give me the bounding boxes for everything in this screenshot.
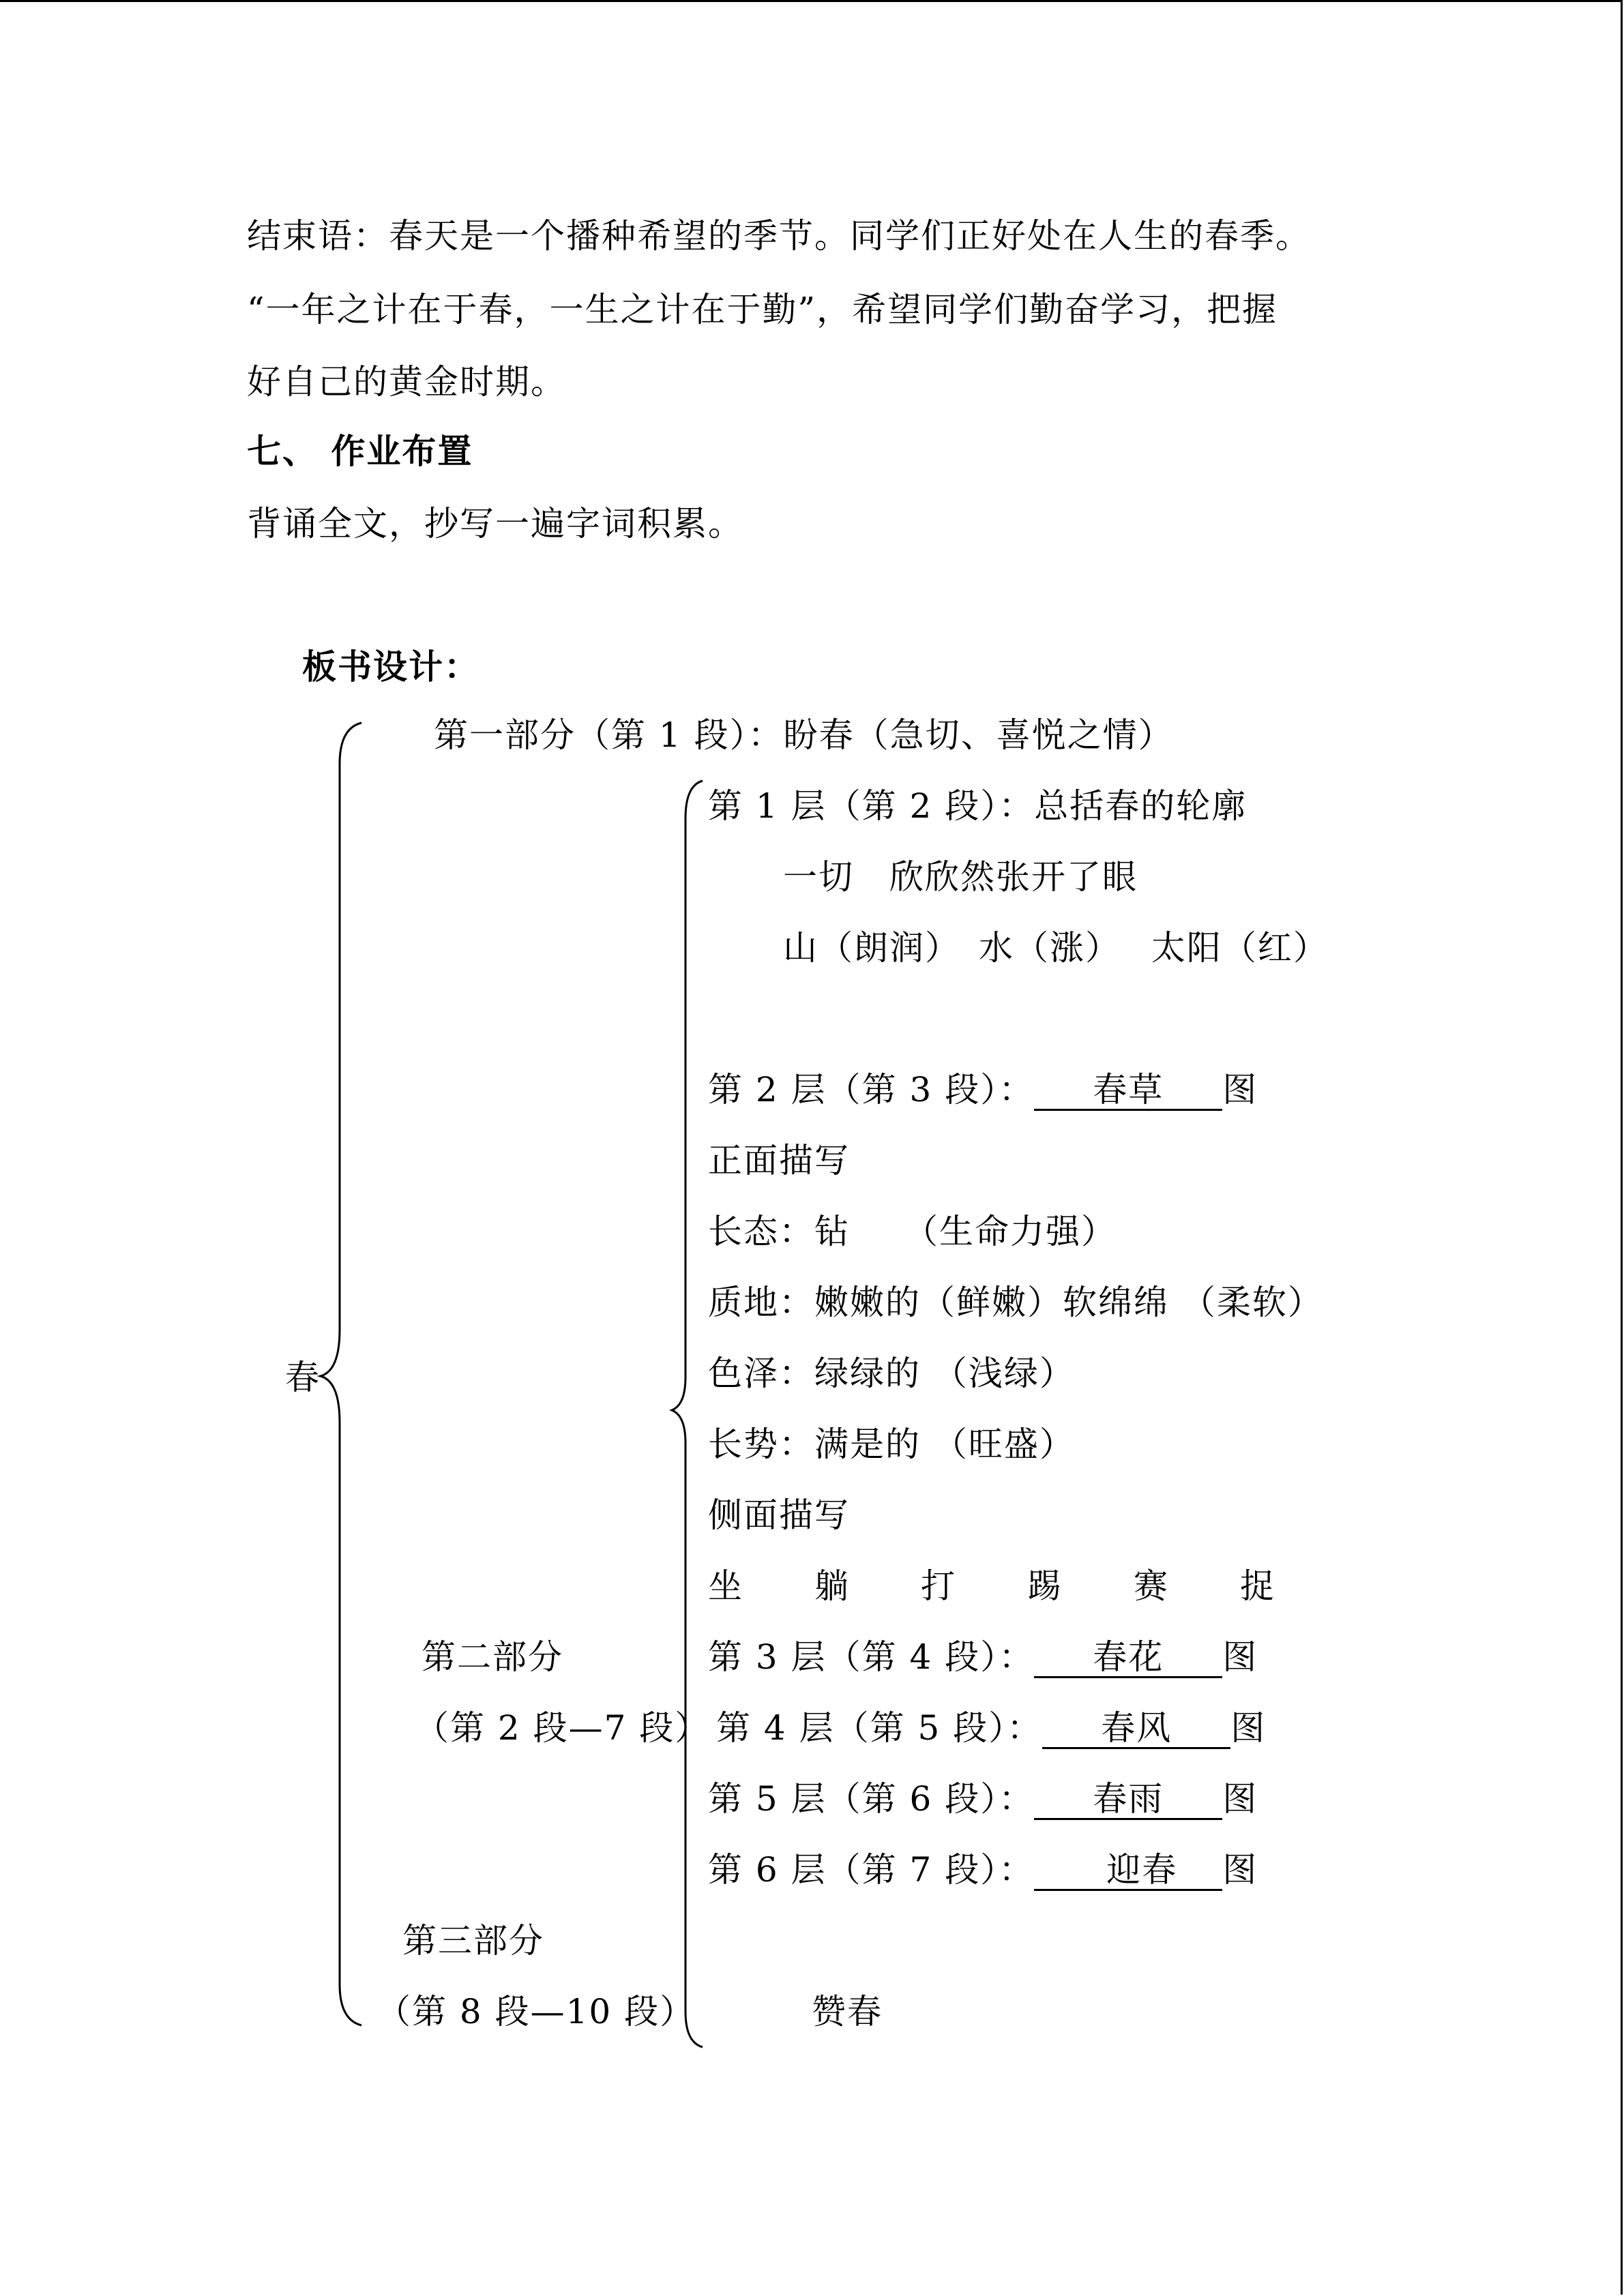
layer4-blank: 春风 bbox=[1042, 1709, 1230, 1749]
texture: 质地：嫩嫩的（鲜嫩）软绵绵 （柔软） bbox=[708, 1283, 1323, 1322]
layer2-prefix: 第 2 层（第 3 段）： bbox=[708, 1070, 1035, 1109]
picture-label: 图 bbox=[1222, 1637, 1258, 1677]
layer3-blank: 春花 bbox=[1034, 1638, 1222, 1678]
picture-label: 图 bbox=[1222, 1779, 1258, 1819]
layer5-blank: 春雨 bbox=[1034, 1780, 1222, 1820]
conclusion-line-2: “一年之计在于春，一生之计在于勤”，希望同学们勤奋学习，把握 bbox=[247, 290, 1278, 329]
layer5-prefix: 第 5 层（第 6 段）： bbox=[708, 1779, 1035, 1819]
layer2-blank: 春草 bbox=[1034, 1071, 1222, 1111]
layer6-prefix: 第 6 层（第 7 段）： bbox=[708, 1850, 1035, 1890]
part3-range: （第 8 段—10 段） bbox=[377, 1992, 696, 2031]
main-brace bbox=[321, 723, 361, 2025]
part3-content: 赞春 bbox=[812, 1992, 883, 2031]
layer1-line1: 一切 欣欣然张开了眼 bbox=[783, 857, 1138, 897]
layer5 bbox=[708, 1778, 1258, 1820]
picture-label: 图 bbox=[1222, 1850, 1258, 1890]
front-desc: 正面描写 bbox=[708, 1141, 850, 1180]
part3-title: 第三部分 bbox=[402, 1921, 544, 1960]
picture-label: 图 bbox=[1230, 1708, 1267, 1748]
conclusion-line-1: 结束语：春天是一个播种希望的季节。同学们正好处在人生的春季。 bbox=[247, 216, 1311, 256]
part1: 第一部分（第 1 段）：盼春（急切、喜悦之情） bbox=[434, 715, 1174, 755]
layer1: 第 1 层（第 2 段）：总括春的轮廓 bbox=[708, 786, 1247, 826]
part2-range: （第 2 段—7 段） bbox=[415, 1708, 711, 1748]
inner-brace bbox=[672, 781, 703, 2047]
trend: 长势：满是的 （旺盛） bbox=[708, 1425, 1075, 1464]
growth-state: 长态：钻 （生命力强） bbox=[708, 1212, 1117, 1251]
color: 色泽：绿绿的 （浅绿） bbox=[708, 1354, 1075, 1393]
picture-label: 图 bbox=[1222, 1070, 1258, 1109]
part2-title: 第二部分 bbox=[422, 1637, 563, 1677]
layer4 bbox=[716, 1708, 1266, 1749]
layer6 bbox=[708, 1849, 1258, 1891]
homework-heading: 七、 作业布置 bbox=[247, 432, 473, 471]
board-root: 春 bbox=[285, 1358, 321, 1397]
layer6-blank: 迎春 bbox=[1034, 1851, 1222, 1891]
homework-text: 背诵全文，抄写一遍字词积累。 bbox=[247, 504, 743, 543]
side-desc: 侧面描写 bbox=[708, 1495, 850, 1535]
actions: 坐 躺 打 踢 赛 捉 bbox=[708, 1566, 1275, 1606]
conclusion-line-3: 好自己的黄金时期。 bbox=[247, 362, 566, 402]
layer2 bbox=[708, 1069, 1258, 1111]
layer1-line2: 山（朗润） 水（涨） 太阳（红） bbox=[783, 928, 1329, 968]
layer3-prefix: 第 3 层（第 4 段）： bbox=[708, 1637, 1035, 1677]
board-title: 板书设计： bbox=[302, 647, 479, 687]
layer3 bbox=[708, 1637, 1258, 1678]
layer4-prefix: 第 4 层（第 5 段）： bbox=[716, 1708, 1043, 1748]
